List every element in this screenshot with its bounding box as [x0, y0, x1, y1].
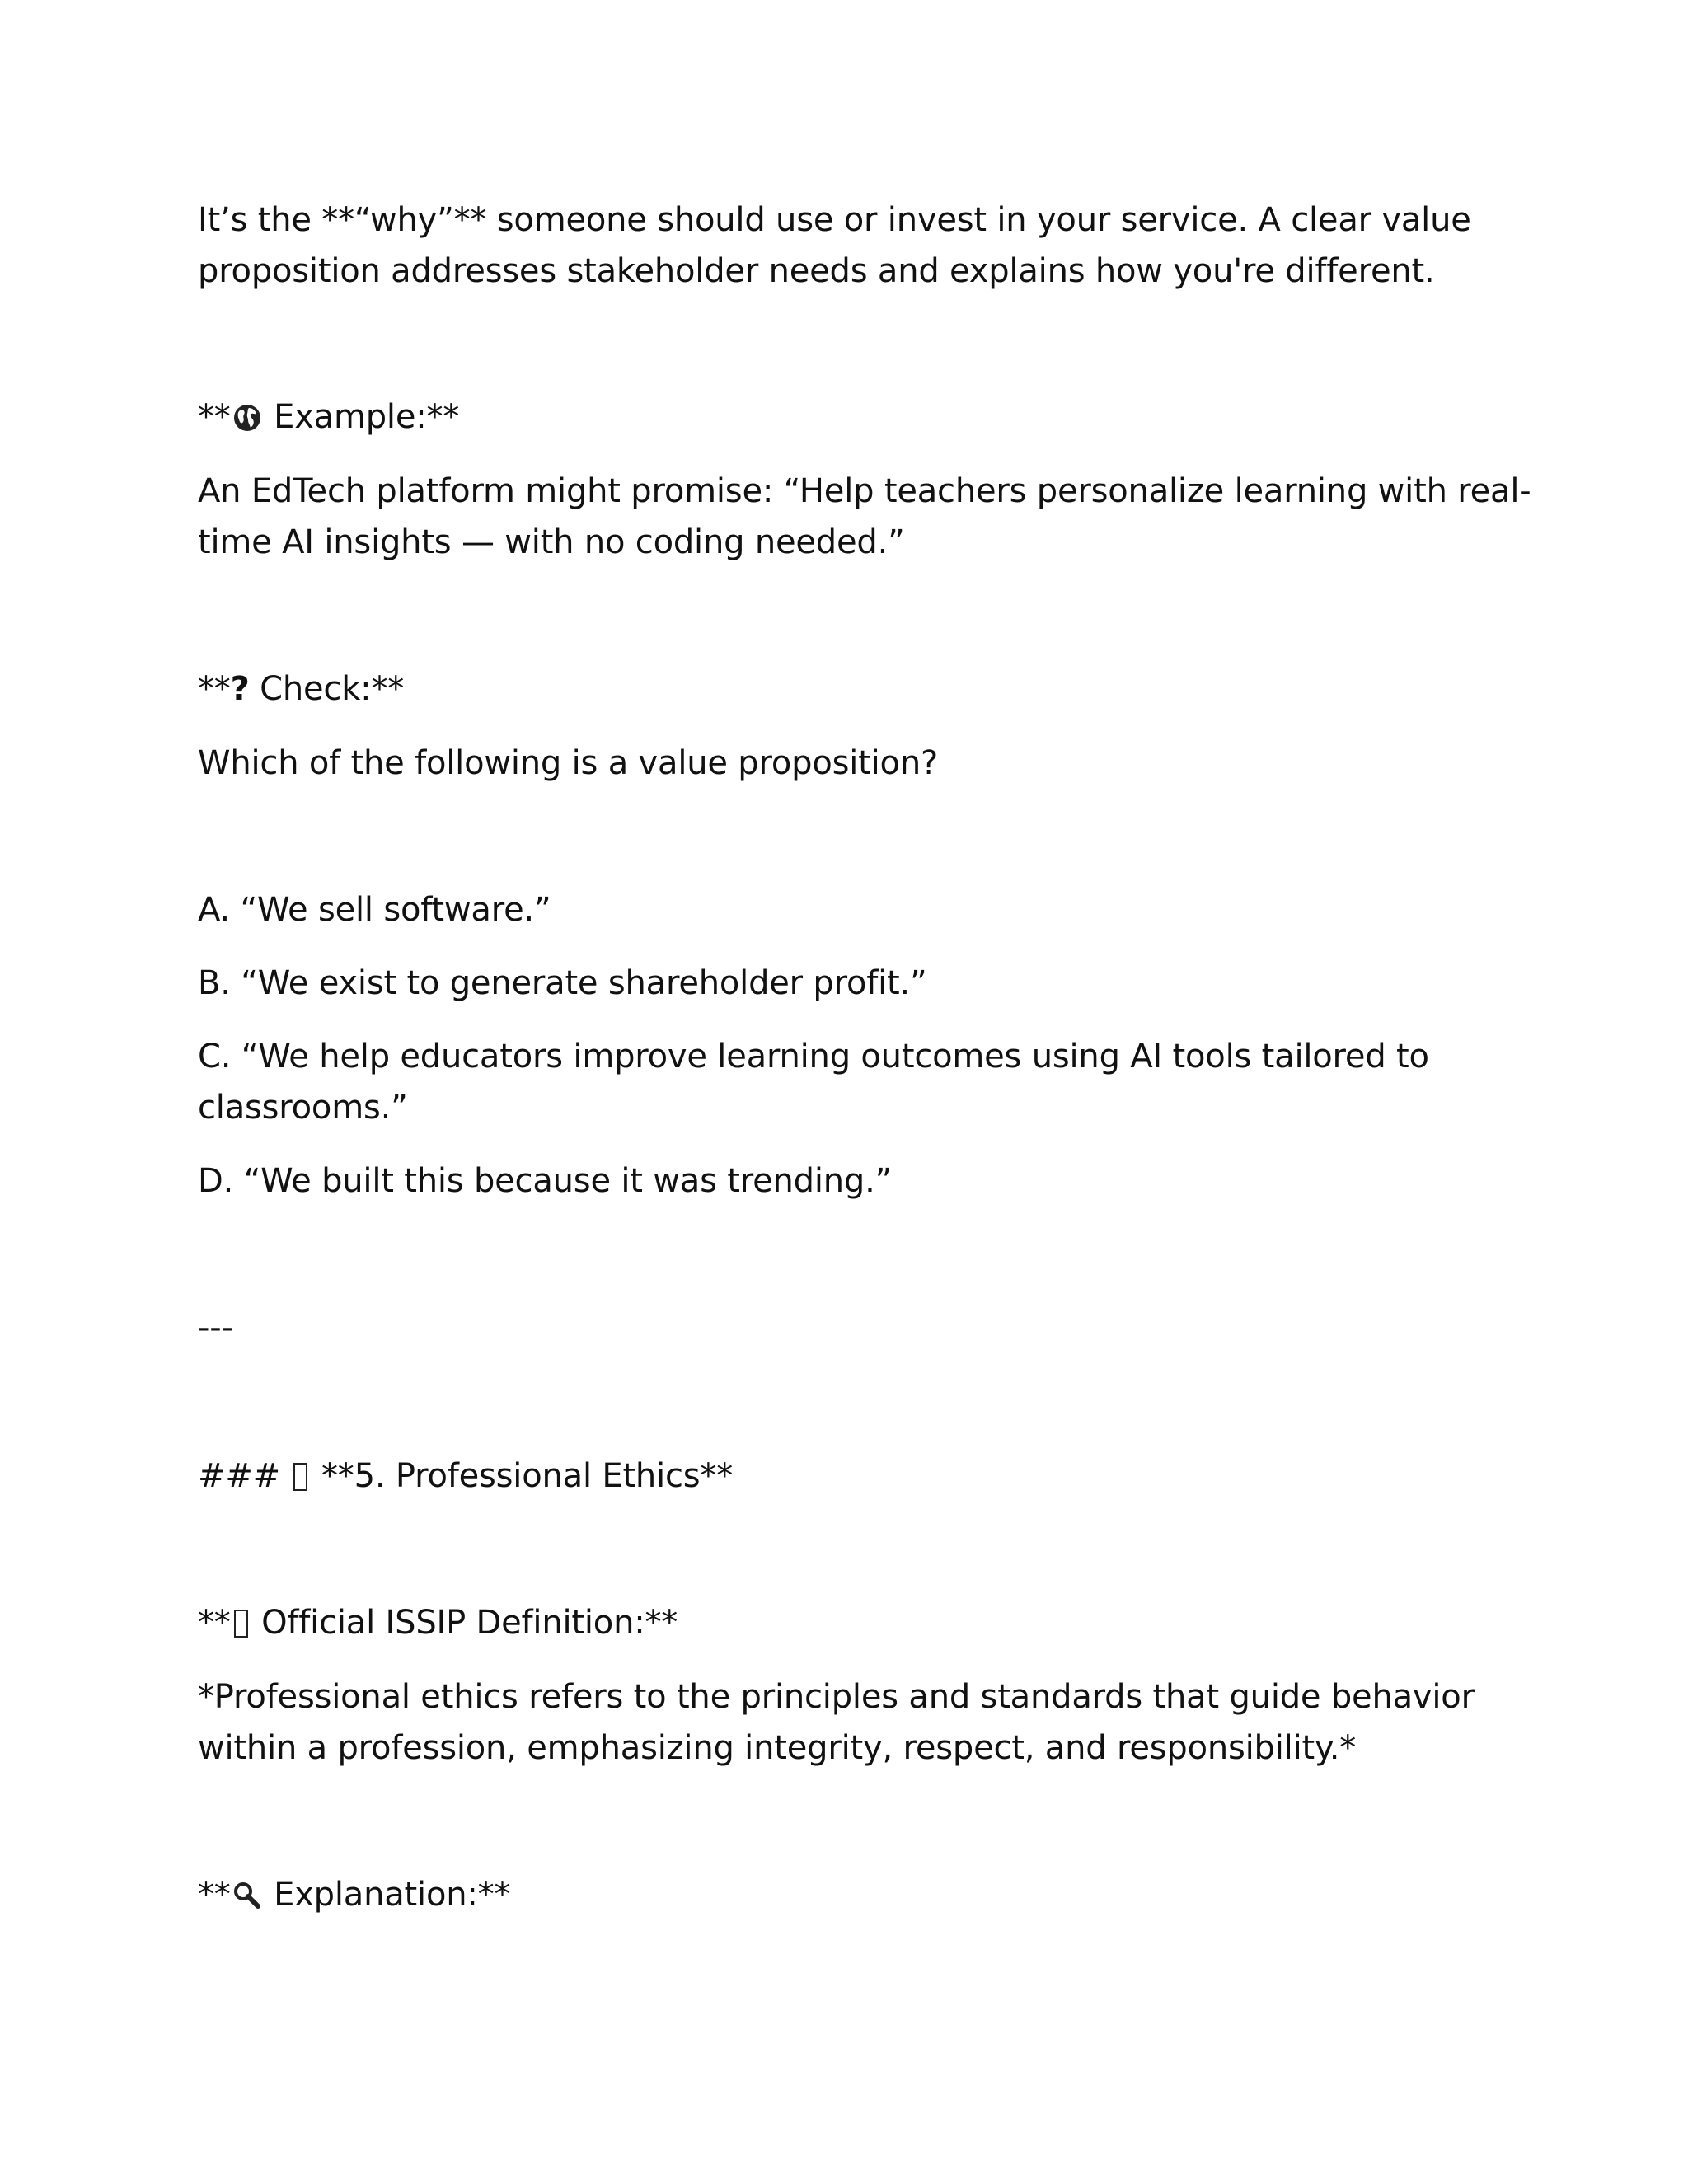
- explanation-heading-text: Explanation:**: [263, 1876, 511, 1914]
- option-c-line-1: C. “We help educators improve learning outcomes using AI tools tailored to: [198, 1038, 1429, 1076]
- example-heading-text: Example:**: [263, 398, 460, 436]
- explanation-heading-prefix: **: [198, 1876, 231, 1914]
- example-line-2: time AI insights — with no coding needed.”: [198, 523, 905, 561]
- definition-heading-prefix: **: [198, 1604, 231, 1642]
- example-heading-prefix: **: [198, 398, 231, 436]
- example-heading: [198, 391, 459, 448]
- explanation-heading: [198, 1869, 510, 1925]
- check-heading-prefix: **: [198, 670, 231, 708]
- definition-line-2: within a profession, emphasizing integrity, respect, and responsibility.*: [198, 1729, 1357, 1767]
- globe-icon: [232, 396, 262, 448]
- magnifying-glass-icon: [232, 1874, 262, 1925]
- intro-line-2: proposition addresses stakeholder needs and explains how you're different.: [198, 252, 1435, 290]
- check-heading: [198, 663, 404, 715]
- section-5-heading-text: **5. Professional Ethics**: [311, 1457, 734, 1495]
- section-5-heading: [198, 1451, 733, 1502]
- option-c-line-2: classrooms.”: [198, 1089, 408, 1127]
- definition-line-1: *Professional ethics refers to the principles and standards that guide behavior: [198, 1678, 1475, 1716]
- example-line-1: An EdTech platform might promise: “Help teachers personalize learning with real-: [198, 472, 1531, 510]
- missing-glyph-icon: [234, 1610, 248, 1638]
- question-mark-icon: ?: [230, 670, 250, 708]
- divider: ---: [198, 1309, 233, 1347]
- definition-heading: [198, 1597, 678, 1648]
- option-a: A. “We sell software.”: [198, 891, 551, 929]
- check-question: Which of the following is a value proposition?: [198, 744, 939, 782]
- intro-line-1: It’s the **“why”** someone should use or invest in your service. A clear value: [198, 201, 1471, 239]
- option-b: B. “We exist to generate shareholder profit.”: [198, 964, 927, 1002]
- check-heading-text: Check:**: [249, 670, 405, 708]
- option-d: D. “We built this because it was trending.”: [198, 1162, 893, 1200]
- section-5-heading-prefix: ###: [198, 1457, 291, 1495]
- missing-glyph-icon: [293, 1463, 307, 1491]
- definition-heading-text: Official ISSIP Definition:**: [251, 1604, 678, 1642]
